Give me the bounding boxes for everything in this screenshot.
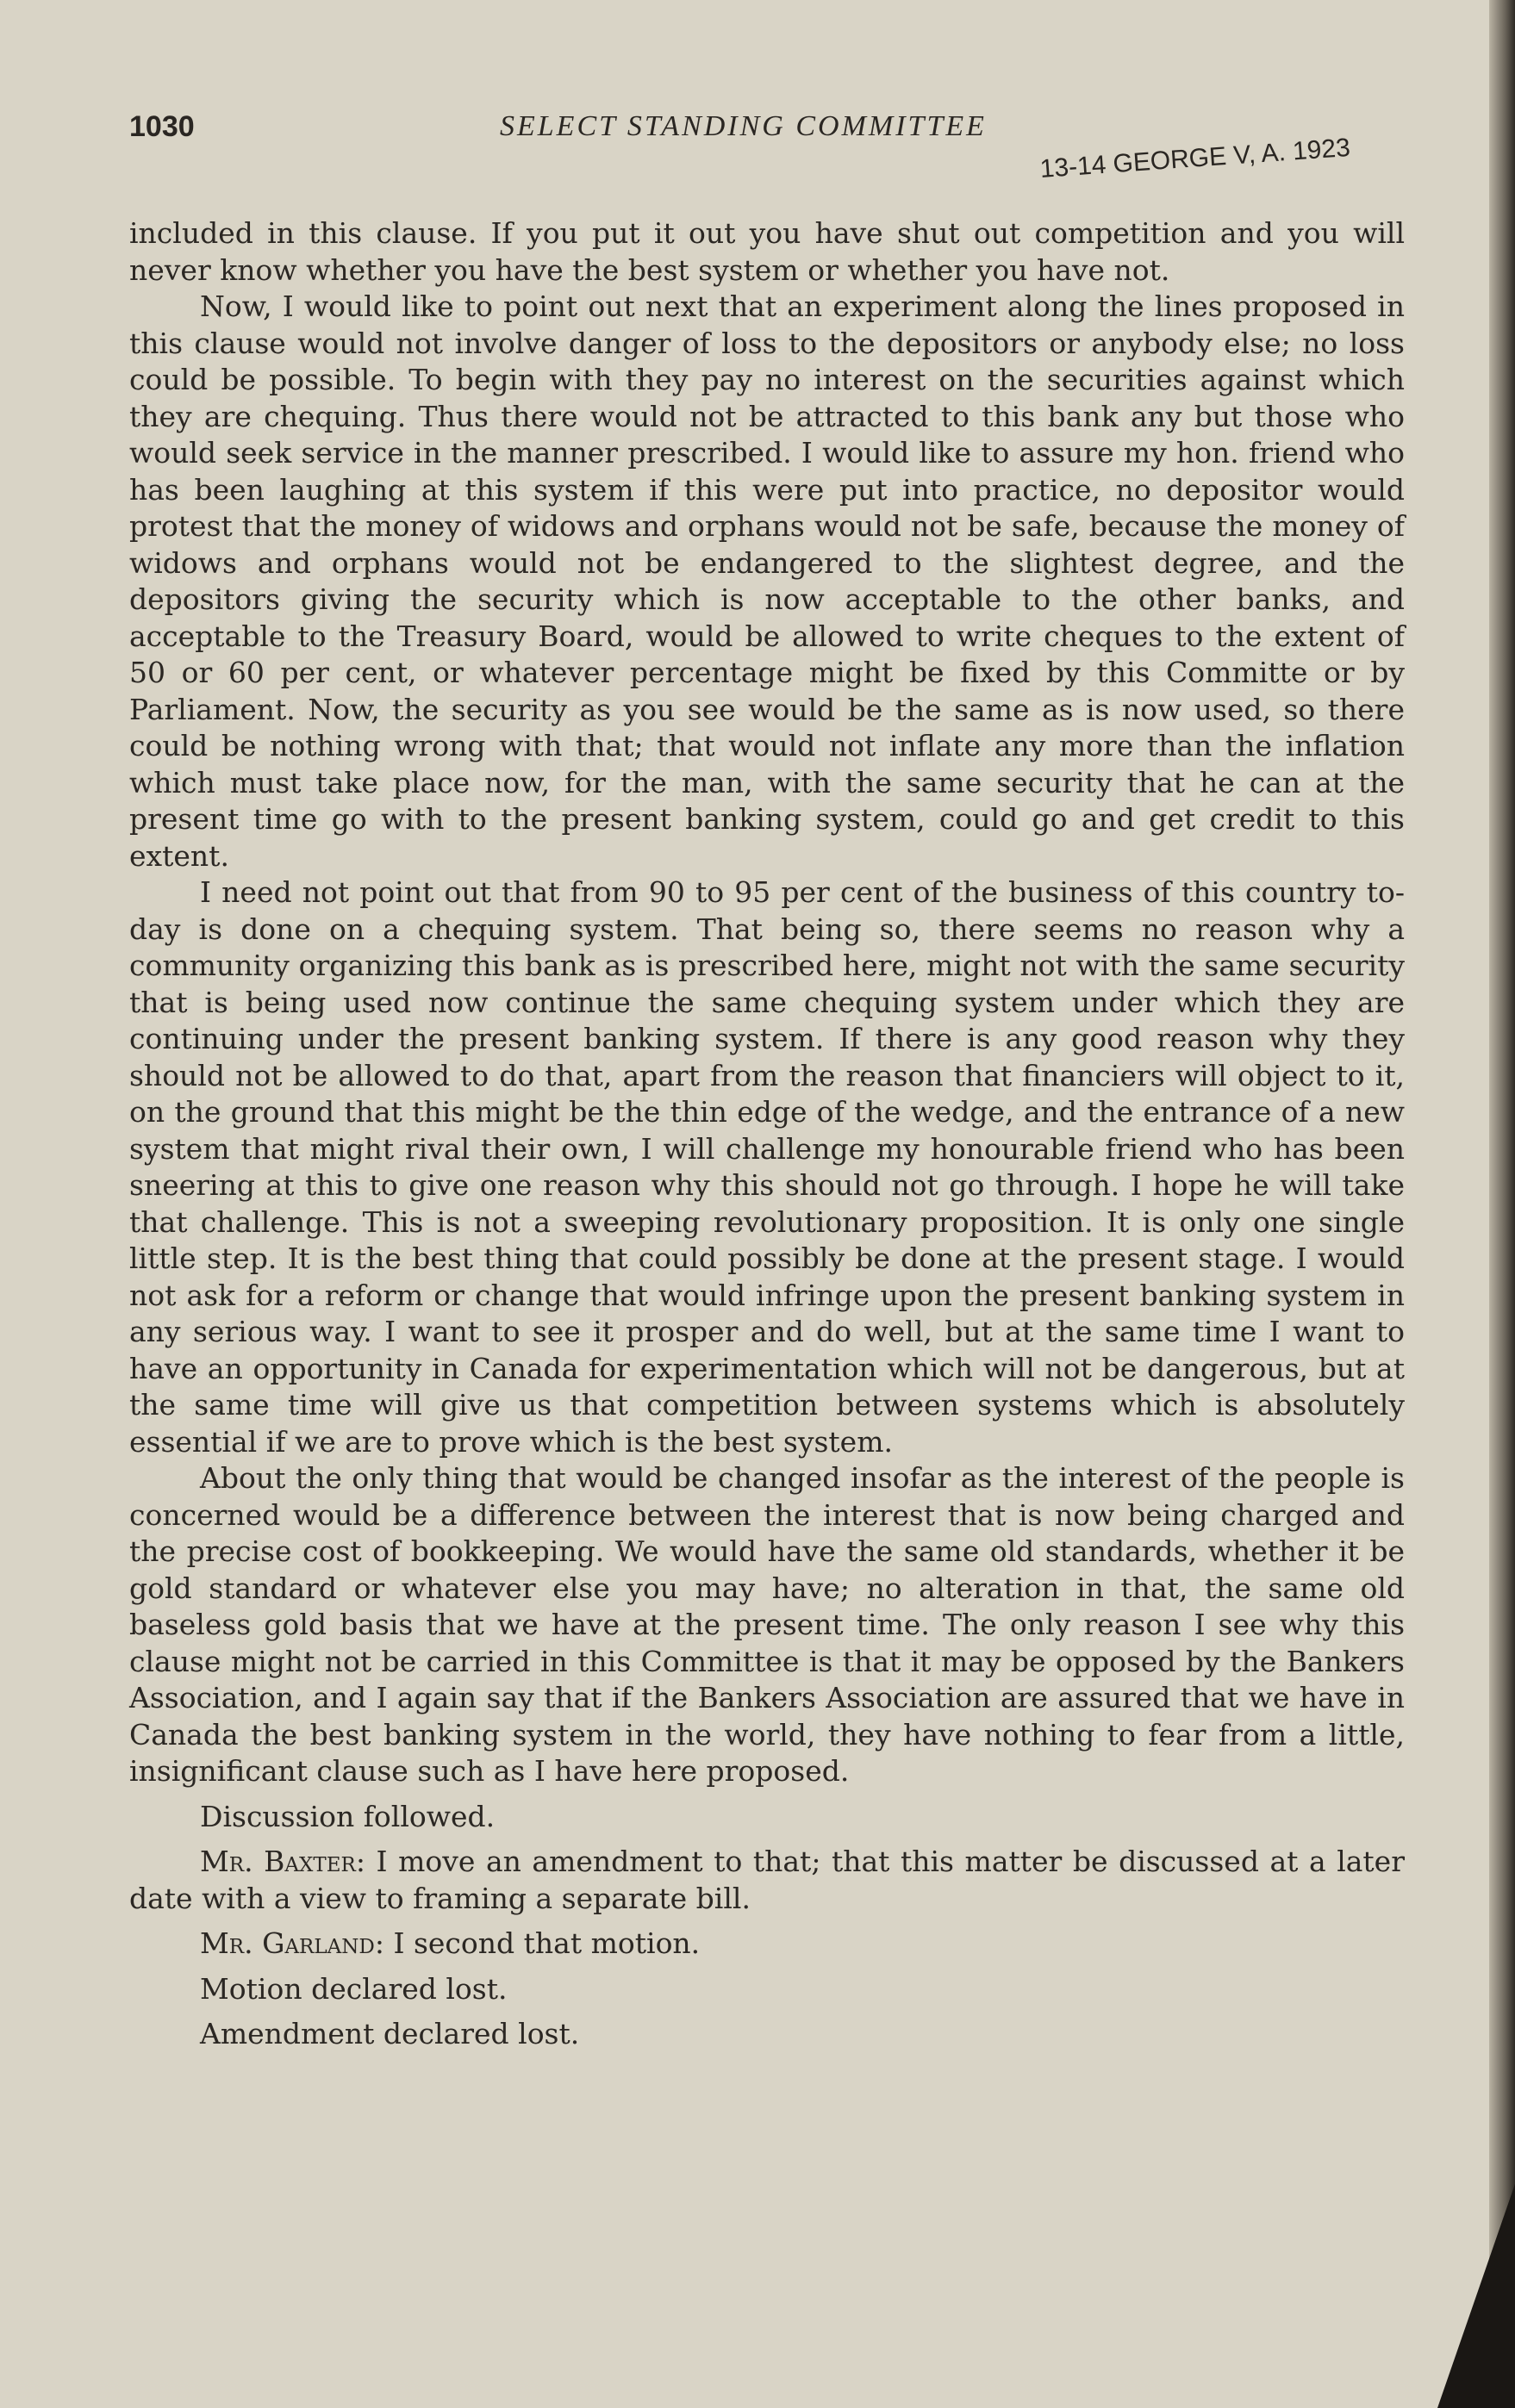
speaker-name: Mr. Baxter: [200,1845,365,1878]
running-title: SELECT STANDING COMMITTEE [500,110,987,142]
baxter-amendment [129,1844,1405,1917]
discussion-note: Discussion followed. [200,1799,496,1833]
paragraph-continued: included in this clause. If you put it out you have shut out competition and you will never know whether you have the best system or whether you have not. [129,216,1405,287]
paragraph: About the only thing that would be changed insofar as the interest of the people is concerned would be a difference between the interest that is now being charged and the precise cost of bookkeeping. We would have the same old standards, whether it be gold standard or whatever else you may have; no alteration in that, the same old baseless gold basis that we have at the present time. The only reason I see why this clause might not be carried in this Committee is that it may be opposed by the Bankers Association, and I again say that if the Bankers Association are assured that we have in Canada the best banking system in the world, they have nothing to fear from a little, insignificant clause such as I have here proposed. [129,1461,1405,1788]
speaker-name: Mr. Garland: [200,1926,384,1960]
page-body [129,215,1405,2053]
amendment-result: Amendment declared lost. [200,2017,580,2050]
paragraph: Now, I would like to point out next that an experiment along the lines proposed in this clause would not involve danger of loss to the depositors or anybody else; no loss could be possible. To begin with they pay no interest on the securities against which they are chequing. Thus there would not be attracted to this bank any but those who would seek service in the manner prescribed. I would like to assure my hon. friend who has been laughing at this system if this were put into practice, no depositor would protest that the money of widows and orphans would not be safe, because the money of widows and orphans would not be endangered to the slightest degree, and the depositors giving the security which is now acceptable to the other banks, and acceptable to the Treasury Board, would be allowed to write cheques to the extent of 50 or 60 per cent, or whatever percentage might be fixed by this Committe or by Parliament. Now, the security as you see would be the same as is now used, so there could be nothing wrong with that; that would not inflate any more than the inflation which must take place now, for the man, with the same security that he can at the present time go with to the present banking system, could go and get credit to this extent. [129,289,1405,873]
session-label: 13-14 GEORGE V, A. 1923 [1038,133,1351,184]
page-corner-shadow [1437,2184,1515,2408]
speech-text: I move an amendment to that; that this matter be discussed at a later date with a view to framing a separate bill. [129,1845,1405,1915]
paragraph: I need not point out that from 90 to 95 per cent of the business of this country to-day is done on a chequing system. That being so, there seems no reason why a community organizing this bank as is prescribed here, might not with the same security that is being used now continue the same chequing system under which they are continuing under the present banking system. If there is any good reason why they should not be allowed to do that, apart from the reason that financiers will object to it, on the ground that this might be the thin edge of the wedge, and the entrance of a new system that might rival their own, I will challenge my honourable friend who has been sneering at this to give one reason why this should not go through. I hope he will take that challenge. This is not a sweeping revolutionary proposition. It is only one single little step. It is the best thing that could possibly be done at the present stage. I would not ask for a reform or change that would infringe upon the present banking system in any serious way. I want to see it prosper and do well, but at the same time I want to have an opportunity in Canada for experimentation which will not be dangerous, but at the same time will give us that competition between systems which is absolutely essential if we are to prove which is the best system. [129,875,1405,1459]
motion-result: Motion declared lost. [200,1971,508,2006]
speech-text: I second that motion. [383,1926,701,1960]
book-spine [1489,0,1515,2408]
garland-second [129,1926,1405,1963]
page-number: 1030 [129,110,195,143]
